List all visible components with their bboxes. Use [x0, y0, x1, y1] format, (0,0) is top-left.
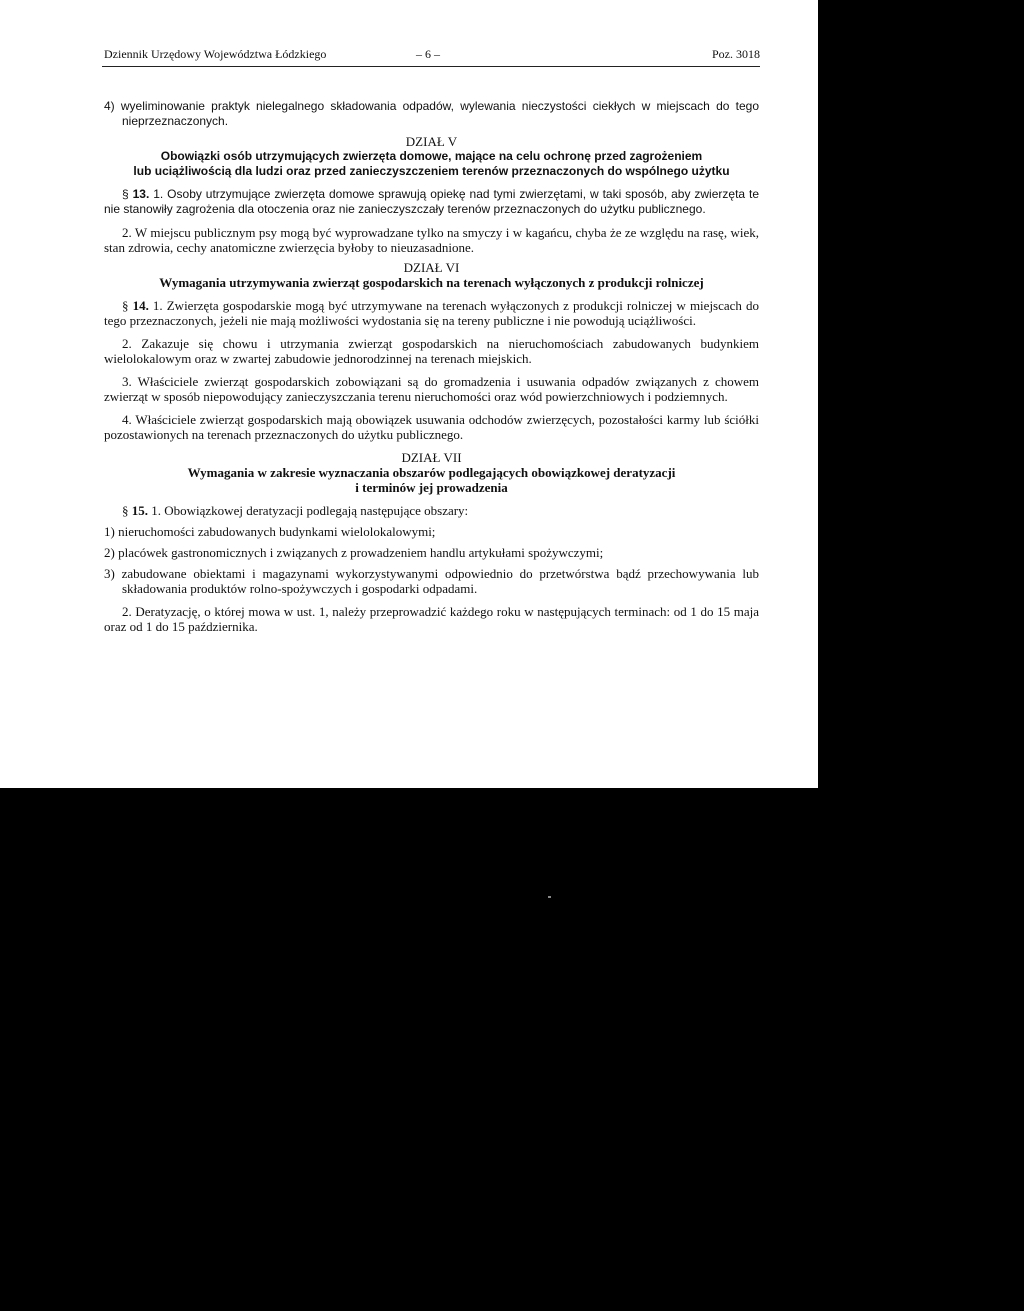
paragraph-15-2: 2. Deratyzację, o której mowa w ust. 1, należy przeprowadzić każdego roku w następujących terminach: od 1 do 15 maja oraz od 1 do 15 października.	[104, 604, 759, 634]
paragraph-number: 13.	[132, 187, 150, 201]
list-item-15-1: 1) nieruchomości zabudowanych budynkami wielolokalowymi;	[104, 524, 436, 539]
document-page	[0, 0, 818, 788]
page-number: – 6 –	[416, 47, 440, 61]
paragraph-text: 1. Obowiązkowej deratyzacji podlegają następujące obszary:	[151, 503, 469, 518]
section-sign: §	[122, 187, 129, 201]
paragraph-14-1	[104, 298, 759, 328]
section-sign: §	[122, 298, 129, 313]
list-item-15-2: 2) placówek gastronomicznych i związanych z prowadzeniem handlu artykułami spożywczymi;	[104, 545, 604, 560]
section-title-5-line2: lub uciążliwością dla ludzi oraz przed zanieczyszczeniem terenów przeznaczonych do wspólnego użytku	[133, 164, 730, 178]
section-heading-5: DZIAŁ V	[405, 134, 458, 149]
section-title-5-line1: Obowiązki osób utrzymujących zwierzęta domowe, mające na celu ochronę przed zagrożeniem	[160, 149, 703, 163]
paragraph-13-2: 2. W miejscu publicznym psy mogą być wyprowadzane tylko na smyczy i w kagańcu, chyba że ze względu na rasę, wiek, stan zdrowia, cechy anatomiczne zwierzęcia byłoby to nieuzasadnione.	[104, 225, 759, 255]
paragraph-number: 15.	[131, 503, 148, 518]
section-heading-6: DZIAŁ VI	[403, 260, 460, 275]
paragraph-15-1	[104, 503, 759, 518]
section-title-6: Wymagania utrzymywania zwierząt gospodarskich na terenach wyłączonych z produkcji rolniczej	[159, 275, 704, 290]
paragraph-14-2: 2. Zakazuje się chowu i utrzymania zwierząt gospodarskich na nieruchomościach zabudowanych budynkiem wielolokalowym oraz w zwartej zabudowie jednorodzinnej na terenach miejskich.	[104, 336, 759, 366]
running-header	[104, 47, 760, 63]
section-title-7-line2: i terminów jej prowadzenia	[355, 480, 508, 495]
list-item-4: 4) wyeliminowanie praktyk nielegalnego składowania odpadów, wylewania nieczystości ciekłych w miejscach do tego nieprzeznaczonych.	[104, 99, 759, 128]
list-item-15-3: 3) zabudowane obiektami i magazynami wykorzystywanymi odpowiednio do przetwórstwa bądź przechowywania lub składowania produktów rolno-spożywczych i gospodarki odpadami.	[104, 566, 759, 596]
header-rule	[102, 66, 760, 67]
paragraph-13-1	[104, 187, 759, 217]
paragraph-text: 1. Osoby utrzymujące zwierzęta domowe sprawują opiekę nad tymi zwierzętami, w taki sposób, aby zwierzęta te nie stanowiły zagrożenia dla otoczenia oraz nie zanieczyszczały terenów przeznaczonych do użytku publicznego.	[104, 187, 760, 216]
paragraph-text: 1. Zwierzęta gospodarskie mogą być utrzymywane na terenach wyłączonych z produkcji rolniczej w miejscach do tego przeznaczonych, jeżeli nie mają możliwości wydostania się na tereny publiczne i nie powodują uciążliwości.	[104, 298, 760, 328]
section-sign: §	[122, 503, 129, 518]
paragraph-14-4: 4. Właściciele zwierząt gospodarskich mają obowiązek usuwania odchodów zwierzęcych, pozostałości karmy lub ściółki pozostawionych na terenach przeznaczonych do użytku publicznego.	[104, 412, 759, 442]
document-body	[104, 99, 759, 634]
journal-title: Dziennik Urzędowy Województwa Łódzkiego	[104, 47, 327, 61]
paragraph-number: 14.	[132, 298, 149, 313]
paragraph-14-3: 3. Właściciele zwierząt gospodarskich zobowiązani są do gromadzenia i usuwania odpadów związanych z chowem zwierząt w sposób niepowodujący zanieczyszczania terenu nieruchomości oraz wód powierzchniowych i podziemnych.	[104, 374, 759, 404]
scan-speck	[548, 896, 551, 898]
position-number: Poz. 3018	[712, 47, 760, 61]
section-title-7-line1: Wymagania w zakresie wyznaczania obszarów podlegających obowiązkowej deratyzacji	[187, 465, 676, 480]
section-heading-7: DZIAŁ VII	[401, 450, 462, 465]
